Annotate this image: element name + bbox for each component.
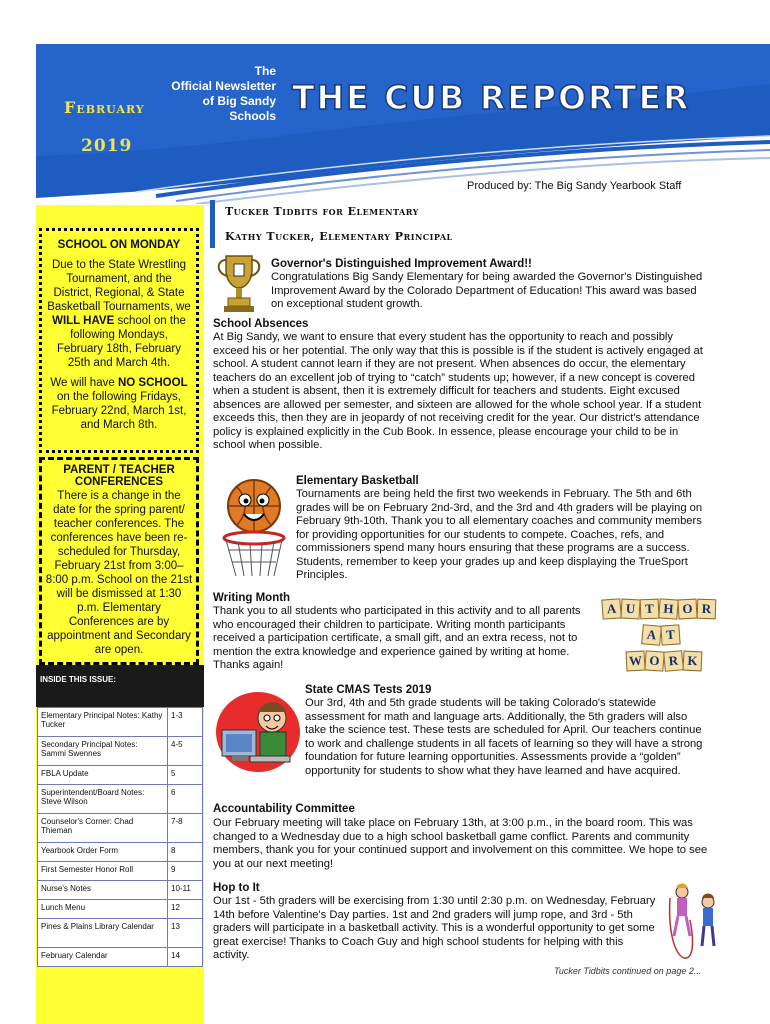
school-on-monday-box: [39, 228, 199, 453]
letter-tile: K: [682, 651, 702, 672]
letter-tile: R: [663, 650, 684, 672]
issue-row: [38, 843, 203, 862]
conferences-heading: PARENT / TEACHER CONFERENCES: [63, 464, 175, 488]
issue-row-page: 4-5: [168, 737, 203, 766]
hop-text: Our 1st - 5th graders will be exercising from 1:30 until 2:30 p.m. on Wednesday, February 14th before Valentine's Day parties. 1st and 2nd graders will jump rope, and 3rd - 5th graders will participate in a basketball activity. This is a wonderful opportunity to get some great exercise! Thanks to Coach Guy and high school students for helping with this activity.: [213, 895, 656, 961]
award-text: Congratulations Big Sandy Elementary for being awarded the Governor's Distinguished Improvement Award by the Colorado Department of Education! This award was based on exceptional student growth.: [271, 271, 703, 310]
absences-title: School Absences: [213, 318, 309, 330]
issue-row: [38, 785, 203, 814]
issue-row-page: 5: [168, 766, 203, 785]
column-author: Kathy Tucker, Elementary Principal: [225, 230, 453, 243]
issue-month: February: [64, 98, 145, 117]
issue-row-title: February Calendar: [38, 948, 168, 967]
issue-row-title: Secondary Principal Notes: Sammi Swennes: [38, 737, 168, 766]
issue-row: [38, 948, 203, 967]
issue-row: [38, 814, 203, 843]
issue-row-title: FBLA Update: [38, 766, 168, 785]
official-newsletter-label: The Official Newsletter of Big Sandy Schools: [171, 64, 276, 123]
issue-row-title: Counselor's Corner: Chad Thieman: [38, 814, 168, 843]
conferences-text: There is a change in the date for the spring parent/ teacher conferences. The conferences have been re-scheduled for Thursday, February 21st from 3:00–8:00 p.m. School on the 21st will be dismissed at 1:30 p.m. Elementary Conferences are by appointment and Secondary are open.: [45, 490, 193, 656]
issue-row-title: Elementary Principal Notes: Kathy Tucker: [38, 708, 168, 737]
issue-row-page: 6: [168, 785, 203, 814]
produced-by: Produced by: The Big Sandy Yearbook Staff: [467, 180, 682, 192]
award-title: Governor's Distinguished Improvement Award!!: [271, 258, 532, 270]
issue-row-page: 9: [168, 862, 203, 881]
basketball-text: Tournaments are being held the first two weekends in February. The 5th and 6th grades will be on February 2nd-3rd, and the 3rd and 4th graders will be playing on February 9th-10th. Thank you to all elementary coaches and community members for providing opportunities for our students to compete. Coaches, refs, and commissioners spend many hours ensuring that these programs are a success. Students, remember to keep your grades up and keep displaying the TrueSport Principles.: [296, 488, 703, 581]
basketball-title: Elementary Basketball: [296, 475, 419, 487]
no-school-text: We will have NO SCHOOL on the following Fridays, February 22nd, March 1st, and March 8th.: [50, 377, 188, 431]
conferences-box: [39, 457, 199, 665]
issue-row-page: 13: [168, 919, 203, 948]
accountability-title: Accountability Committee: [213, 803, 355, 815]
issue-row: [38, 737, 203, 766]
school-on-monday-text: Due to the State Wrestling Tournament, and the District, Regional, & State Basketball Tournaments, we WILL HAVE school on the following Mondays, February 18th, February 25th and March 4th.: [47, 259, 191, 369]
letter-tile: W: [625, 651, 645, 672]
letter-tile: O: [644, 650, 664, 671]
letter-tile: U: [620, 599, 640, 620]
inside-this-issue: [36, 665, 204, 967]
letter-tile: T: [640, 599, 660, 620]
issue-row-title: Superintendent/Board Notes: Steve Wilson: [38, 785, 168, 814]
absences-text: At Big Sandy, we want to ensure that every student has the opportunity to reach and possibly exceed his or her potential. The only way that this is possible is if the student is actively engaged at school. A student cannot learn if they are not present. When absences do occur, the elementary teachers do an excellent job of trying to “catch” students up; however, if a new concept is covered when a student is absent, then it is extremely difficult for teachers and students. Eight excused absences are allowed per semester, and sixteen are allowed for the whole school year. If a student exceeds this, then they are in jeopardy of not receiving credit for the year. Our district's attendance policy is explained explicitly in the Cub Book. In essence, please encourage your child to be in school when possible.: [213, 331, 703, 451]
letter-tile: T: [660, 624, 680, 645]
issue-row-page: 7-8: [168, 814, 203, 843]
issue-row-page: 14: [168, 948, 203, 967]
issue-row-page: 8: [168, 843, 203, 862]
issue-row: [38, 881, 203, 900]
writing-title: Writing Month: [213, 592, 291, 604]
basketball-icon: [214, 472, 294, 580]
issue-row: [38, 766, 203, 785]
issue-row: [38, 862, 203, 881]
issue-year: 2019: [81, 136, 133, 156]
issue-row-page: 10-11: [168, 881, 203, 900]
school-on-monday-heading: SCHOOL ON MONDAY: [57, 239, 181, 251]
issue-table: [37, 707, 203, 967]
issue-row-title: First Semester Honor Roll: [38, 862, 168, 881]
inside-issue-heading: INSIDE THIS ISSUE:: [36, 665, 204, 707]
issue-row-title: Lunch Menu: [38, 900, 168, 919]
heading-accent-bar: [210, 200, 215, 248]
column-heading: Tucker Tidbits for Elementary: [225, 205, 419, 218]
issue-row-title: Pines & Plains Library Calendar: [38, 919, 168, 948]
issue-row-page: 12: [168, 900, 203, 919]
hop-title: Hop to It: [213, 882, 260, 894]
letter-tile: A: [641, 624, 662, 646]
jump-rope-kids-icon: [664, 880, 724, 960]
trophy-icon: [214, 252, 264, 314]
letter-tile: O: [677, 599, 697, 620]
issue-row: [38, 900, 203, 919]
student-computer-icon: [214, 686, 302, 774]
newsletter-title: THE CUB REPORTER: [292, 78, 691, 117]
letter-tile: R: [697, 599, 717, 620]
issue-row: [38, 708, 203, 737]
issue-row-title: Nurse's Notes: [38, 881, 168, 900]
cmas-title: State CMAS Tests 2019: [305, 684, 432, 696]
letter-tile: A: [601, 598, 621, 619]
letter-tile: H: [658, 598, 678, 619]
writing-text: Thank you to all students who participated in this activity and to all parents who encouraged their children to participate. Writing month participants received a participation certificate, a small gift, and an extra recess, not to mention the extra knowledge and experience gained by writing at home. Thanks again!: [213, 605, 581, 671]
issue-row-page: 1-3: [168, 708, 203, 737]
author-at-work-image: [600, 595, 720, 673]
accountability-text: Our February meeting will take place on February 13th, at 3:00 p.m., in the board room. This was changed to a Wednesday due to a high school basketball game conflict. Parents and community members, thank you for your continued support and involvement on this committee. We hope to see you at our next meeting!: [213, 817, 708, 870]
issue-row: [38, 919, 203, 948]
continued-note: Tucker Tidbits continued on page 2...: [554, 966, 702, 976]
issue-row-title: Yearbook Order Form: [38, 843, 168, 862]
cmas-text: Our 3rd, 4th and 5th grade students will be taking Colorado's statewide assessment for math and language arts. Additionally, the 5th graders will also take the science test. These tests are scheduled for April. Our teachers continue to work and challenge students in all facets of learning so they will have a strong foundation for future learning opportunities. Assessments provide a “golden” opportunity for students to show what they have learned and have acquired.: [305, 697, 703, 777]
